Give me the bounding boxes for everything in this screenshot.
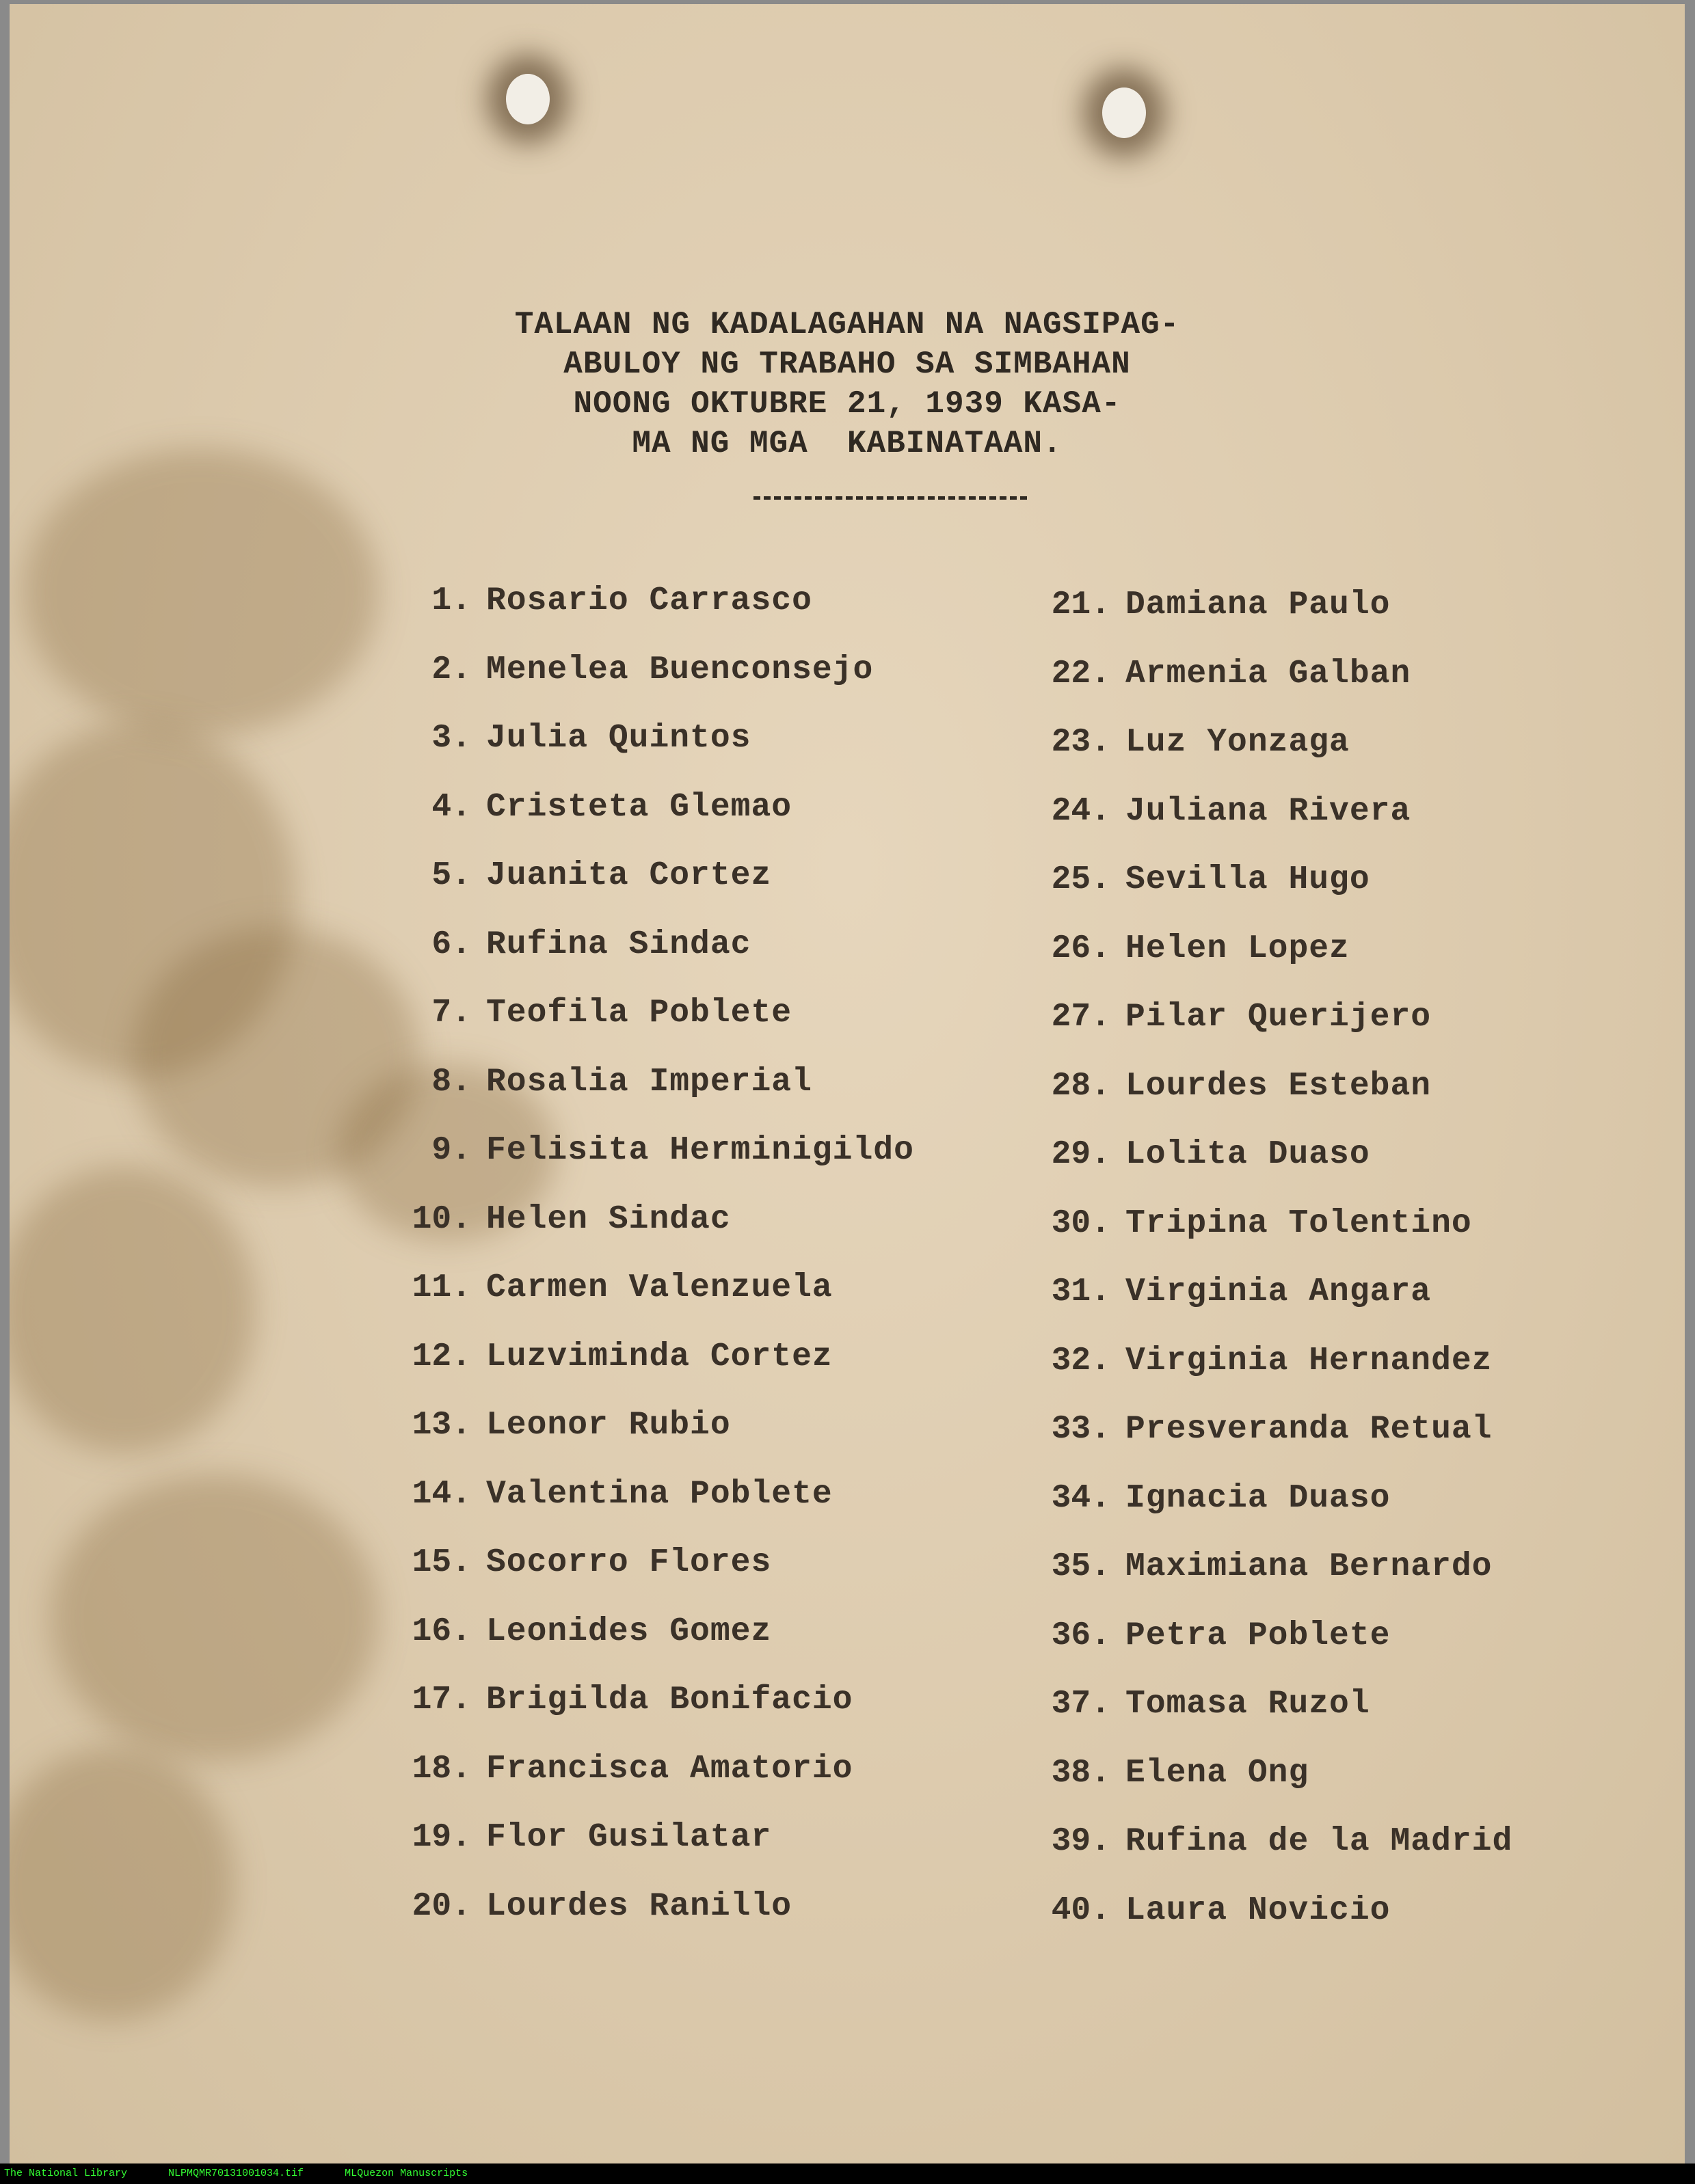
item-name: Juanita Cortez: [486, 857, 772, 894]
item-name: Helen Lopez: [1125, 930, 1350, 967]
list-item: [1011, 1823, 1512, 1892]
item-number: 23.: [1051, 724, 1110, 761]
list-item: [1011, 1273, 1512, 1343]
item-name: Virginia Angara: [1125, 1273, 1432, 1310]
footer-collection: MLQuezon Manuscripts: [345, 2168, 468, 2179]
document-title: [10, 305, 1685, 463]
list-item: [372, 926, 914, 995]
water-stain: [10, 1166, 256, 1453]
list-item: [372, 1888, 914, 1957]
item-number: 5.: [431, 857, 471, 894]
names-list-left: [372, 582, 914, 1956]
list-item: [1011, 1480, 1512, 1549]
list-item: [372, 1682, 914, 1751]
item-number: 6.: [431, 926, 471, 963]
title-line: TALAAN NG KADALAGAHAN NA NAGSIPAG-: [514, 307, 1180, 342]
item-name: Julia Quintos: [486, 720, 751, 757]
item-number: 1.: [431, 582, 471, 619]
item-number: 21.: [1051, 587, 1110, 623]
item-name: Tripina Tolentino: [1125, 1204, 1472, 1242]
item-name: Lourdes Ranillo: [486, 1887, 792, 1925]
item-number: 37.: [1051, 1686, 1110, 1723]
item-name: Virginia Hernandez: [1125, 1342, 1493, 1379]
item-name: Armenia Galban: [1125, 655, 1411, 692]
item-name: Rosario Carrasco: [486, 582, 812, 619]
list-item: [372, 1476, 914, 1545]
list-item: [1011, 1892, 1512, 1961]
list-item: [372, 720, 914, 789]
item-name: Rosalia Imperial: [486, 1063, 812, 1101]
list-item: [372, 995, 914, 1064]
list-item: [1011, 930, 1512, 999]
list-item: [372, 1544, 914, 1613]
title-line: NOONG OKTUBRE 21, 1939 KASA-: [573, 386, 1121, 422]
item-name: Ignacia Duaso: [1125, 1479, 1391, 1517]
list-item: [1011, 1205, 1512, 1274]
item-number: 32.: [1051, 1342, 1110, 1379]
list-item: [372, 1613, 914, 1682]
item-number: 26.: [1051, 930, 1110, 967]
names-list-right: [1011, 587, 1512, 1960]
list-item: [1011, 1343, 1512, 1412]
item-number: 24.: [1051, 792, 1110, 830]
item-name: Petra Poblete: [1125, 1617, 1391, 1654]
punch-hole-right: [1102, 87, 1146, 138]
item-name: Helen Sindac: [486, 1200, 731, 1238]
item-name: Valentina Poblete: [486, 1475, 833, 1513]
item-name: Maximiana Bernardo: [1125, 1548, 1493, 1585]
list-item: [372, 1751, 914, 1820]
item-number: 28.: [1051, 1067, 1110, 1105]
item-number: 36.: [1051, 1617, 1110, 1654]
item-name: Menelea Buenconsejo: [486, 651, 874, 688]
item-number: 17.: [412, 1682, 471, 1718]
title-divider: [753, 496, 1027, 500]
item-name: Rufina Sindac: [486, 926, 751, 963]
item-name: Luz Yonzaga: [1125, 724, 1350, 761]
item-number: 12.: [412, 1338, 471, 1375]
list-item: [1011, 1411, 1512, 1480]
list-item: [1011, 1617, 1512, 1686]
water-stain: [23, 448, 379, 736]
item-number: 39.: [1051, 1823, 1110, 1860]
item-name: Francisca Amatorio: [486, 1750, 853, 1788]
item-number: 8.: [431, 1063, 471, 1101]
punch-hole-left: [506, 74, 550, 124]
list-item: [372, 857, 914, 926]
water-stain: [10, 1747, 235, 2021]
item-number: 2.: [431, 651, 471, 688]
list-item: [1011, 724, 1512, 793]
list-item: [372, 789, 914, 858]
item-number: 38.: [1051, 1754, 1110, 1792]
item-number: 25.: [1051, 861, 1110, 898]
water-stain: [51, 1474, 379, 1761]
item-number: 20.: [412, 1887, 471, 1925]
item-name: Pilar Querijero: [1125, 999, 1432, 1036]
item-number: 27.: [1051, 999, 1110, 1036]
item-name: Socorro Flores: [486, 1544, 772, 1581]
item-number: 11.: [412, 1269, 471, 1306]
item-name: Laura Novicio: [1125, 1891, 1391, 1929]
document-page: [10, 4, 1685, 2164]
item-number: 3.: [431, 720, 471, 757]
item-number: 35.: [1051, 1548, 1110, 1585]
list-item: [372, 1064, 914, 1133]
list-item: [1011, 1548, 1512, 1617]
list-item: [1011, 793, 1512, 862]
list-item: [372, 582, 914, 651]
item-number: 33.: [1051, 1411, 1110, 1448]
item-name: Felisita Herminigildo: [486, 1132, 914, 1169]
item-name: Damiana Paulo: [1125, 587, 1391, 623]
item-number: 4.: [431, 788, 471, 826]
item-number: 10.: [412, 1200, 471, 1238]
item-name: Leonor Rubio: [486, 1407, 731, 1444]
list-item: [1011, 1686, 1512, 1755]
list-item: [1011, 1068, 1512, 1137]
item-number: 34.: [1051, 1479, 1110, 1517]
item-name: Tomasa Ruzol: [1125, 1686, 1370, 1723]
title-line: ABULOY NG TRABAHO SA SIMBAHAN: [563, 347, 1131, 382]
item-name: Lourdes Esteban: [1125, 1067, 1432, 1105]
item-name: Juliana Rivera: [1125, 792, 1411, 830]
item-number: 18.: [412, 1750, 471, 1788]
item-name: Presveranda Retual: [1125, 1411, 1493, 1448]
item-name: Brigilda Bonifacio: [486, 1682, 853, 1718]
item-number: 14.: [412, 1475, 471, 1513]
list-item: [372, 651, 914, 720]
item-number: 9.: [431, 1132, 471, 1169]
list-item: [1011, 999, 1512, 1068]
item-number: 13.: [412, 1407, 471, 1444]
item-name: Rufina de la Madrid: [1125, 1823, 1513, 1860]
item-name: Teofila Poblete: [486, 995, 792, 1032]
list-item: [1011, 656, 1512, 725]
item-name: Lolita Duaso: [1125, 1136, 1370, 1173]
list-item: [372, 1132, 914, 1201]
item-name: Luzviminda Cortez: [486, 1338, 833, 1375]
list-item: [372, 1819, 914, 1888]
item-name: Sevilla Hugo: [1125, 861, 1370, 898]
title-line: MA NG MGA KABINATAAN.: [632, 426, 1063, 461]
footer-library: The National Library: [4, 2168, 128, 2179]
item-number: 29.: [1051, 1136, 1110, 1173]
list-item: [1011, 587, 1512, 656]
item-number: 7.: [431, 995, 471, 1032]
item-name: Carmen Valenzuela: [486, 1269, 833, 1306]
list-item: [372, 1201, 914, 1270]
item-name: Leonides Gomez: [486, 1613, 772, 1650]
item-number: 31.: [1051, 1273, 1110, 1310]
scan-footer: [0, 2163, 1695, 2184]
footer-file: NLPMQMR70131001034.tif: [168, 2168, 304, 2179]
item-name: Cristeta Glemao: [486, 788, 792, 826]
item-number: 15.: [412, 1544, 471, 1581]
item-name: Elena Ong: [1125, 1754, 1309, 1792]
list-item: [372, 1338, 914, 1407]
item-number: 30.: [1051, 1204, 1110, 1242]
item-name: Flor Gusilatar: [486, 1819, 772, 1856]
item-number: 19.: [412, 1819, 471, 1856]
item-number: 22.: [1051, 655, 1110, 692]
list-item: [372, 1269, 914, 1338]
list-item: [1011, 861, 1512, 930]
item-number: 40.: [1051, 1891, 1110, 1929]
list-item: [372, 1407, 914, 1476]
list-item: [1011, 1755, 1512, 1824]
item-number: 16.: [412, 1613, 471, 1650]
list-item: [1011, 1136, 1512, 1205]
